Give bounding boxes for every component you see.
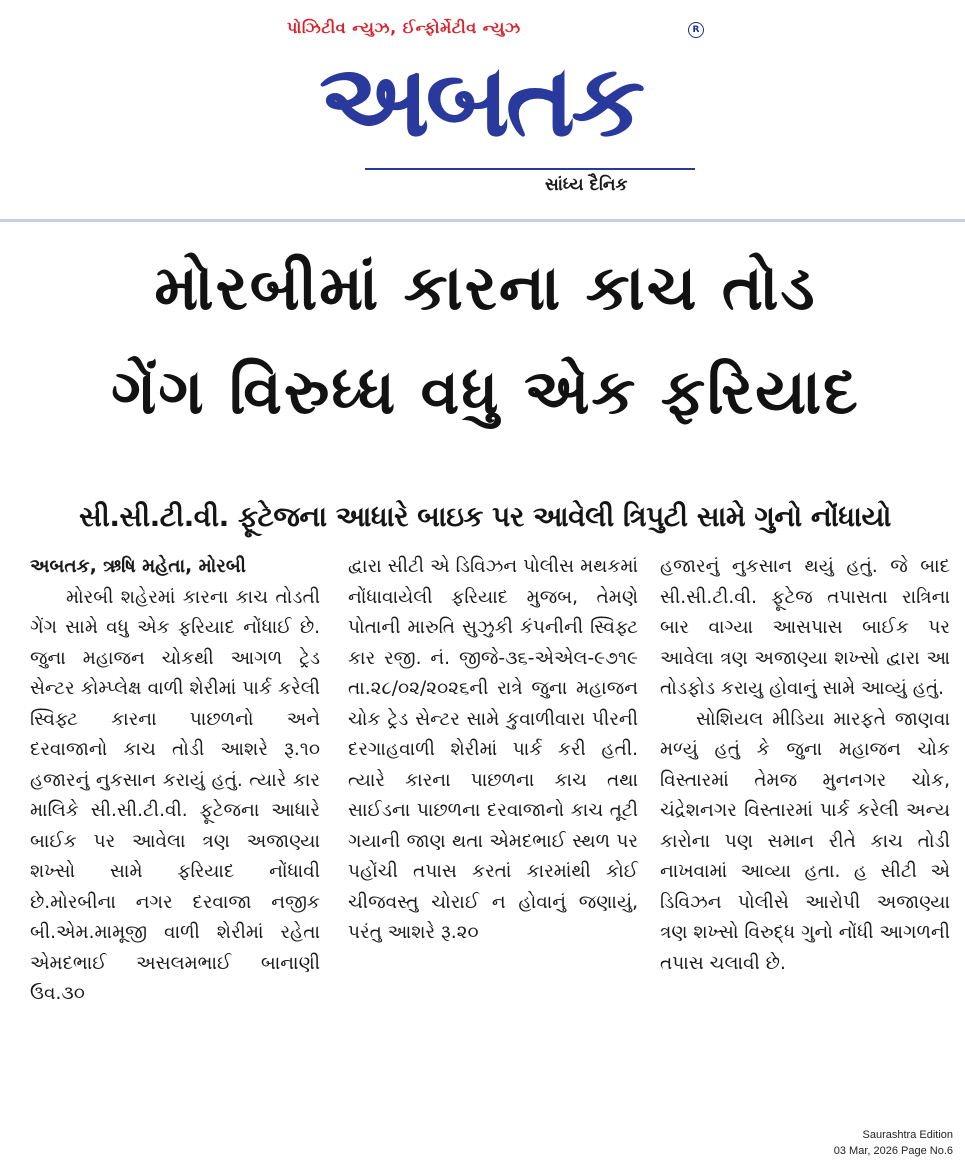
masthead [0,0,965,215]
masthead-rule [365,168,695,170]
article-paragraph: હજારનું નુકસાન થયું હતું. જે બાદ સી.સી.ટી.વી. ફૂટેજ તપાસતા રાત્રિના બાર વાગ્યા આસપાસ બાઈક પર આવેલા ત્રણ અજાણ્યા શખ્સો દ્વારા આ તોડફોડ કરાયુ હોવાનું સામે આવ્યું હતું. [660,556,950,699]
registered-mark: R [688,22,704,38]
article-paragraph: દ્વારા સીટી એ ડિવિઝન પોલીસ મથકમાં નોંધાવાયેલી ફરિયાદ મુજબ, તેમણે પોતાની મારુતિ સુઝુકી કંપનીની સ્વિફ્ટ કાર રજી. નં. જીજે-૩૬-એએલ-૯૭૧૯ તા.૨૮/૦૨/૨૦૨૬ની રાત્રે જુના મહાજન ચોક ટ્રેડ સેન્ટર સામે કુવાળીવારા પીરની દરગાહવાળી શેરીમાં પાર્ક કરી હતી. ત્યારે કારના પાછળના કાચ તથા સાઈડના પાછળના દરવાજાનો કાચ તૂટી ગયાની જાણ થતા એમદભાઈ સ્થળ પર પહોંચી તપાસ કરતાં કારમાંથી કોઈ ચીજવસ્તુ ચોરાઈ ન હોવાનું જણાયું, પરંતુ આશરે રૂ.૨૦ [348,556,638,943]
header-divider [0,219,965,222]
byline: અબતક, ઋષિ મહેતા, મોરબી [30,556,246,577]
newspaper-logo [258,40,702,162]
edition-name: Saurashtra Edition [862,1129,953,1141]
tagline: પોઝિટીવ ન્યુઝ, ઈન્ફોર્મેટીવ ન્યુઝ [287,18,521,37]
edition-footer [834,1127,953,1159]
masthead-subtitle: સાંધ્ય દૈનિક [545,175,628,195]
headline-line-1: મોરબીમાં કારના કાચ તોડ [154,251,817,324]
headline-line-2: ગેંગ વિરુધ્ધ વધુ એક ફરિયાદ [111,355,860,428]
edition-date-page: 03 Mar, 2026 Page No.6 [833,1145,953,1157]
subheadline: સી.સી.ટી.વી. ફૂટેજના આધારે બાઇક પર આવેલી ત્રિપુટી સામે ગુનો નોંધાયો [79,500,891,533]
article-column-3 [660,552,950,979]
logo-text: અબતક [318,42,642,159]
article-column-2 [348,552,638,949]
article-paragraph: સોશિયલ મીડિયા મારફતે જાણવા મળ્યું હતું કે જુના મહાજન ચોક વિસ્તારમાં તેમજ મુનનગર ચોક, ચંદ્રેશનગર વિસ્તારમાં પાર્ક કરેલી અન્ય કારોના પણ સમાન રીતે કાચ તોડી નાખવામાં આવ્યા હતા. હ સીટી એ ડિવિઝન પોલીસે આરોપી અજાણ્યા ત્રણ શખ્સો વિરુદ્ધ ગુનો નોંધી આગળની તપાસ ચલાવી છે. [660,708,950,974]
article-paragraph: મોરબી શહેરમાં કારના કાચ તોડતી ગેંગ સામે વધુ એક ફરિયાદ નોંધાઈ છે. જુના મહાજન ચોકથી આગળ ટ્રેડ સેન્ટર કોમ્પ્લેક્ષ વાળી શેરીમાં પાર્ક કરેલી સ્વિફ્ટ કારના પાછળનો અને દરવાજાનો કાચ તોડી આશરે રૂ.૧૦ હજારનું નુકસાન કરાયું હતું. ત્યારે કાર માલિકે સી.સી.ટી.વી. ફૂટેજના આધારે બાઈક પર આવેલા ત્રણ અજાણ્યા શખ્સો સામે ફરિયાદ નોંધાવી છે.મોરબીના નગર દરવાજા નજીક બી.એમ.મામૂજી વાળી શેરીમાં રહેતા એમદભાઈ અસલમભાઈ બાનાણી ઉવ.૩૦ [30,586,320,1004]
article-column-1 [30,552,320,1010]
article-body [30,552,955,1004]
headline [18,236,953,444]
